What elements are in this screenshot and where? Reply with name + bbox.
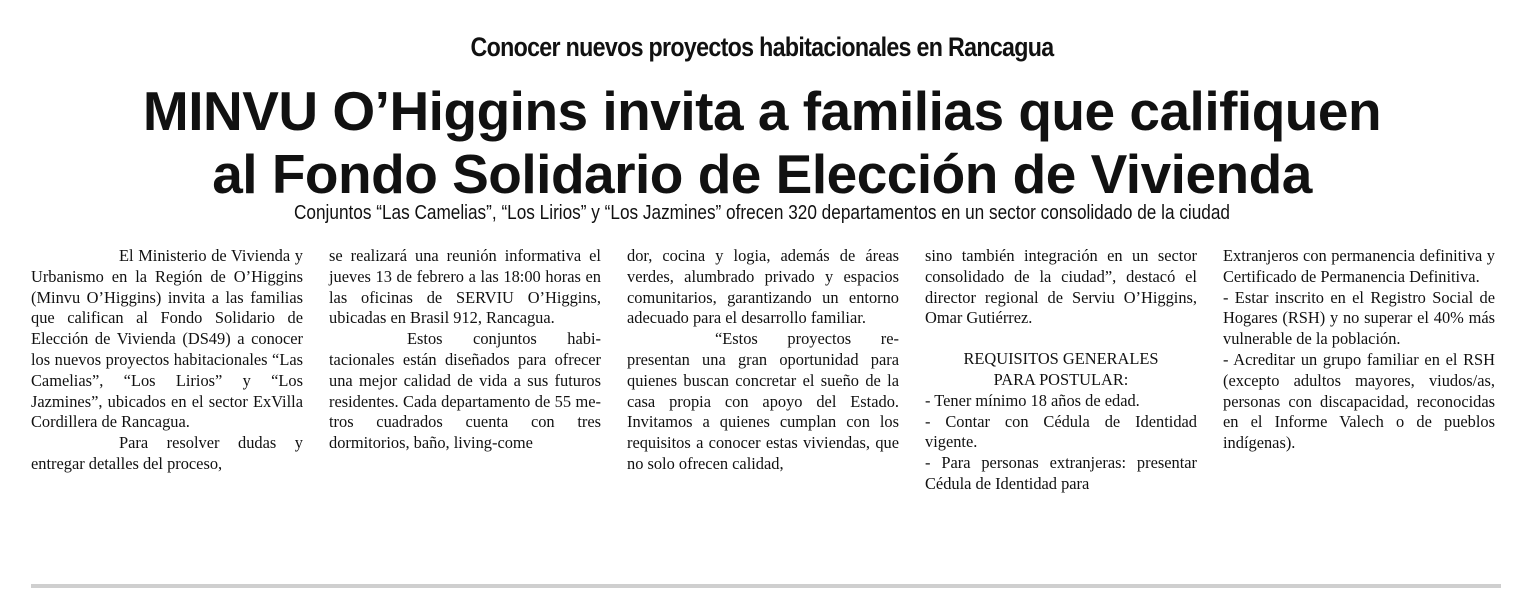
requirements-heading-2: PARA POSTULAR: [993,369,1129,389]
paragraph-2-end: se realizará una reunión informativa el jueves 13 de febrero a las 18:00 horas en las oficinas de SERVIU O’Higgins, ubicadas en Brasil 912, Rancagua. [329,246,601,328]
requirement-2: - Contar con Cédula de Identidad vigente. [925,411,1197,452]
article-body [31,246,1501,576]
paragraph-3-start: Estos conjuntos habitacionales están diseñados para ofrecer una mejor calidad de vida a sus futuros residentes. Cada departamento de 55 metros cuadrados cuenta con tres dormitorios, baño, living-come [329,329,601,453]
requirement-3-start: - Para personas extranjeras: presentar Cédula de Identidad para [925,453,1197,493]
requirement-1: - Tener mínimo 18 años de edad. [925,390,1140,410]
column-4 [925,246,1197,495]
column-3 [627,246,899,475]
requirements-heading-1: REQUISITOS GENERALES [963,349,1159,369]
paragraph-2-start: Para resolver dudas y entregar detalles del proceso, [31,433,303,473]
article-subhead: Conjuntos “Las Camelias”, “Los Lirios” y “Los Jazmines” ofrecen 320 departamentos en un sector consolidado de la ciudad [293,202,1230,224]
article-kicker: Conocer nuevos proyectos habitacionales en Rancagua [470,32,1054,62]
paragraph-4-end: sino también integración en un sector consolidado de la ciudad”, destacó el director regional de Serviu O’Higgins, Omar Gutiérrez. [925,246,1197,328]
headline-line-1: MINVU O’Higgins invita a familias que califiquen [142,80,1382,142]
column-2 [329,246,601,454]
requirement-4: - Estar inscrito en el Registro Social de Hogares (RSH) y no superar el 40% más vulnerable de la población. [1223,287,1495,349]
paragraph-3-end: dor, cocina y logia, además de áreas verdes, alumbrado privado y espacios comunitarios, garantizando un entorno adecuado para el desarrollo familiar. [627,246,899,328]
paragraph-4-start: “Estos proyectos representan una gran oportunidad para quienes buscan concretar el sueño de la casa propia con apoyo del Estado. Invitamos a quienes cumplan con los requisitos a conocer estas viviendas, que no solo ofrecen calidad, [627,329,899,473]
headline-line-2: al Fondo Solidario de Elección de Vivienda [212,143,1312,205]
requirement-3-end: Extranjeros con permanencia definitiva y Certificado de Permanencia Definitiva. [1223,246,1495,286]
bottom-rule [31,584,1501,588]
requirement-5: - Acreditar un grupo familiar en el RSH (excepto adultos mayores, viudos/as, personas con discapacidad, reconocidas en el Informe Valech o de pueblos indígenas). [1223,349,1495,453]
article-headline [0,80,1524,206]
paragraph-1: El Ministerio de Vivienda y Urbanismo en la Región de O’Higgins (Minvu O’Higgins) invita a las familias que califican al Fondo Solidario de Elección de Vivienda (DS49) a conocer los nuevos proyectos habitacionales “Las Camelias”, “Los Lirios” y “Los Jazmines”, ubicados en el sector ExVilla Cordillera de Rancagua. [31,246,303,432]
column-5 [1223,246,1495,454]
column-1 [31,246,303,475]
